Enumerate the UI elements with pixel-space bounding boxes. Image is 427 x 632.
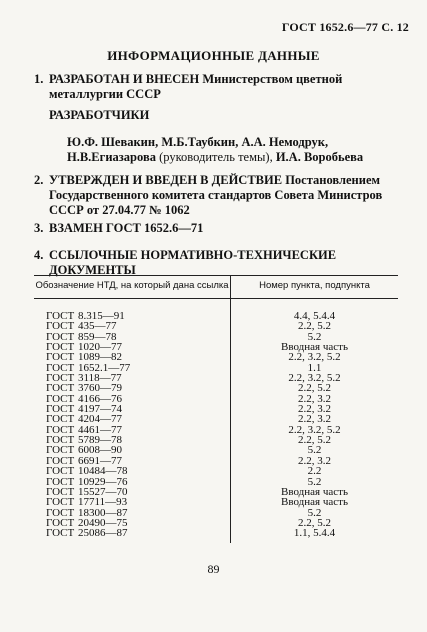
section-number: 2.	[34, 173, 44, 187]
doc-number: 3760—79	[78, 382, 122, 395]
doc-number: 1089—82	[78, 351, 122, 364]
doc-number: 10929—76	[78, 475, 128, 488]
section-4	[34, 248, 409, 278]
doc-prefix: ГОСТ	[46, 434, 75, 447]
doc-prefix: ГОСТ	[46, 423, 75, 436]
doc-number: 10484—78	[78, 465, 128, 478]
doc-number: 17711—93	[78, 496, 128, 509]
clause-cell: 5.2	[307, 506, 322, 519]
table-row	[34, 528, 398, 542]
section-lead: ВЗАМЕН ГОСТ 1652.6—71	[49, 221, 204, 235]
doc-prefix: ГОСТ	[46, 372, 75, 385]
document-cell	[34, 299, 231, 322]
doc-number: 6008—90	[78, 444, 122, 457]
section-text: Министерством цветной металлургии СССР	[49, 72, 343, 101]
doc-prefix: ГОСТ	[46, 516, 75, 529]
clause-cell: 2.2, 3.2	[298, 392, 331, 405]
col-header-clause: Номер пункта, подпункта	[231, 276, 399, 299]
doc-prefix: ГОСТ	[46, 527, 75, 540]
clause-cell: 1.1	[307, 361, 322, 374]
section-text: Постановлением Государственного комитета стандартов Совета Министров СССР от	[49, 173, 383, 217]
doc-number: 15527—70	[78, 485, 128, 498]
clause-cell: 2.2, 5.2	[298, 434, 331, 447]
doc-prefix: ГОСТ	[46, 465, 75, 478]
section-3	[34, 221, 409, 236]
developer-names: Ю.Ф. Шевакин, М.Б.Таубкин, А.А. Немодрук, Н.В.Егиазарова	[67, 135, 329, 164]
page-title: ИНФОРМАЦИОННЫЕ ДАННЫЕ	[107, 48, 320, 63]
doc-prefix: ГОСТ	[46, 392, 75, 405]
clause-cell: 2.2, 3.2, 5.2	[288, 372, 341, 385]
section-lead: РАЗРАБОТАН И ВНЕСЕН	[49, 72, 200, 86]
clause-cell: 2.2, 3.2	[298, 403, 331, 416]
doc-number: 3118—77	[78, 372, 122, 385]
clause-cell: 2.2, 3.2	[298, 454, 331, 467]
doc-prefix: ГОСТ	[46, 382, 75, 395]
doc-prefix: ГОСТ	[46, 403, 75, 416]
doc-number: 4461—77	[78, 423, 122, 436]
developers-heading: РАЗРАБОТЧИКИ	[49, 108, 150, 122]
developers-list	[67, 135, 412, 165]
doc-number: 859—78	[78, 330, 117, 343]
reference-documents-table	[34, 275, 398, 543]
document-cell	[34, 466, 231, 476]
clause-cell: 5.2	[307, 330, 322, 343]
section-lead: УТВЕРЖДЕН И ВВЕДЕН В ДЕЙСТВИЕ	[49, 173, 283, 187]
doc-prefix: ГОСТ	[46, 413, 75, 426]
developer-last: И.А. Воробьева	[275, 150, 364, 164]
section-number: 4.	[34, 248, 44, 262]
doc-prefix: ГОСТ	[46, 496, 75, 509]
page-header-reference: ГОСТ 1652.6—77 С. 12	[281, 20, 409, 34]
table-row	[34, 299, 398, 322]
clause-cell: 2.2, 5.2	[298, 516, 331, 529]
doc-number: 4197—74	[78, 403, 122, 416]
clause-cell: 4.4, 5.4.4	[293, 310, 336, 322]
doc-prefix: ГОСТ	[46, 475, 75, 488]
doc-prefix: ГОСТ	[46, 310, 75, 322]
doc-number: 8.315—91	[78, 310, 125, 322]
developer-role: (руководитель темы),	[159, 150, 276, 164]
clause-cell: 2.2, 3.2, 5.2	[288, 423, 341, 436]
section-date: 27.04.77 № 1062	[102, 203, 190, 217]
section-1	[34, 72, 409, 102]
section-number: 1.	[34, 72, 44, 86]
doc-prefix: ГОСТ	[46, 330, 75, 343]
col-header-document: Обозначение НТД, на который дана ссылка	[34, 276, 231, 299]
clause-cell: 2.2, 3.2, 5.2	[288, 351, 341, 364]
clause-cell: 2.2	[307, 465, 322, 478]
doc-prefix: ГОСТ	[46, 506, 75, 519]
section-2	[34, 173, 409, 218]
doc-number: 435—77	[78, 320, 117, 333]
doc-prefix: ГОСТ	[46, 320, 75, 333]
clause-cell: 2.2, 5.2	[298, 382, 331, 395]
clause-cell: 1.1, 5.4.4	[293, 527, 336, 540]
doc-number: 4204—77	[78, 413, 122, 426]
doc-number: 1652.1—77	[78, 361, 131, 374]
page-number: 89	[207, 562, 220, 576]
doc-prefix: ГОСТ	[46, 361, 75, 374]
doc-number: 4166—76	[78, 392, 122, 405]
doc-prefix: ГОСТ	[46, 454, 75, 467]
doc-number: 5789—78	[78, 434, 122, 447]
doc-prefix: ГОСТ	[46, 341, 75, 354]
doc-prefix: ГОСТ	[46, 485, 75, 498]
doc-number: 18300—87	[78, 506, 128, 519]
clause-cell: Вводная часть	[281, 341, 348, 354]
section-lead: ССЫЛОЧНЫЕ НОРМАТИВНО-ТЕХНИЧЕСКИЕ ДОКУМЕНТЫ	[49, 248, 337, 277]
doc-prefix: ГОСТ	[46, 351, 75, 364]
document-cell	[34, 497, 231, 507]
clause-cell: 2.2, 5.2	[298, 320, 331, 333]
doc-number: 1020—77	[78, 341, 122, 354]
doc-prefix: ГОСТ	[46, 444, 75, 457]
doc-number: 6691—77	[78, 454, 122, 467]
doc-number: 20490—75	[78, 516, 128, 529]
clause-cell: 5.2	[307, 475, 322, 488]
section-number: 3.	[34, 221, 44, 235]
document-cell	[34, 528, 231, 542]
clause-cell: 5.2	[307, 444, 322, 457]
clause-cell: Вводная часть	[281, 485, 348, 498]
clause-cell: 2.2, 3.2	[298, 413, 331, 426]
doc-number: 25086—87	[78, 527, 128, 540]
clause-cell: Вводная часть	[281, 496, 348, 509]
